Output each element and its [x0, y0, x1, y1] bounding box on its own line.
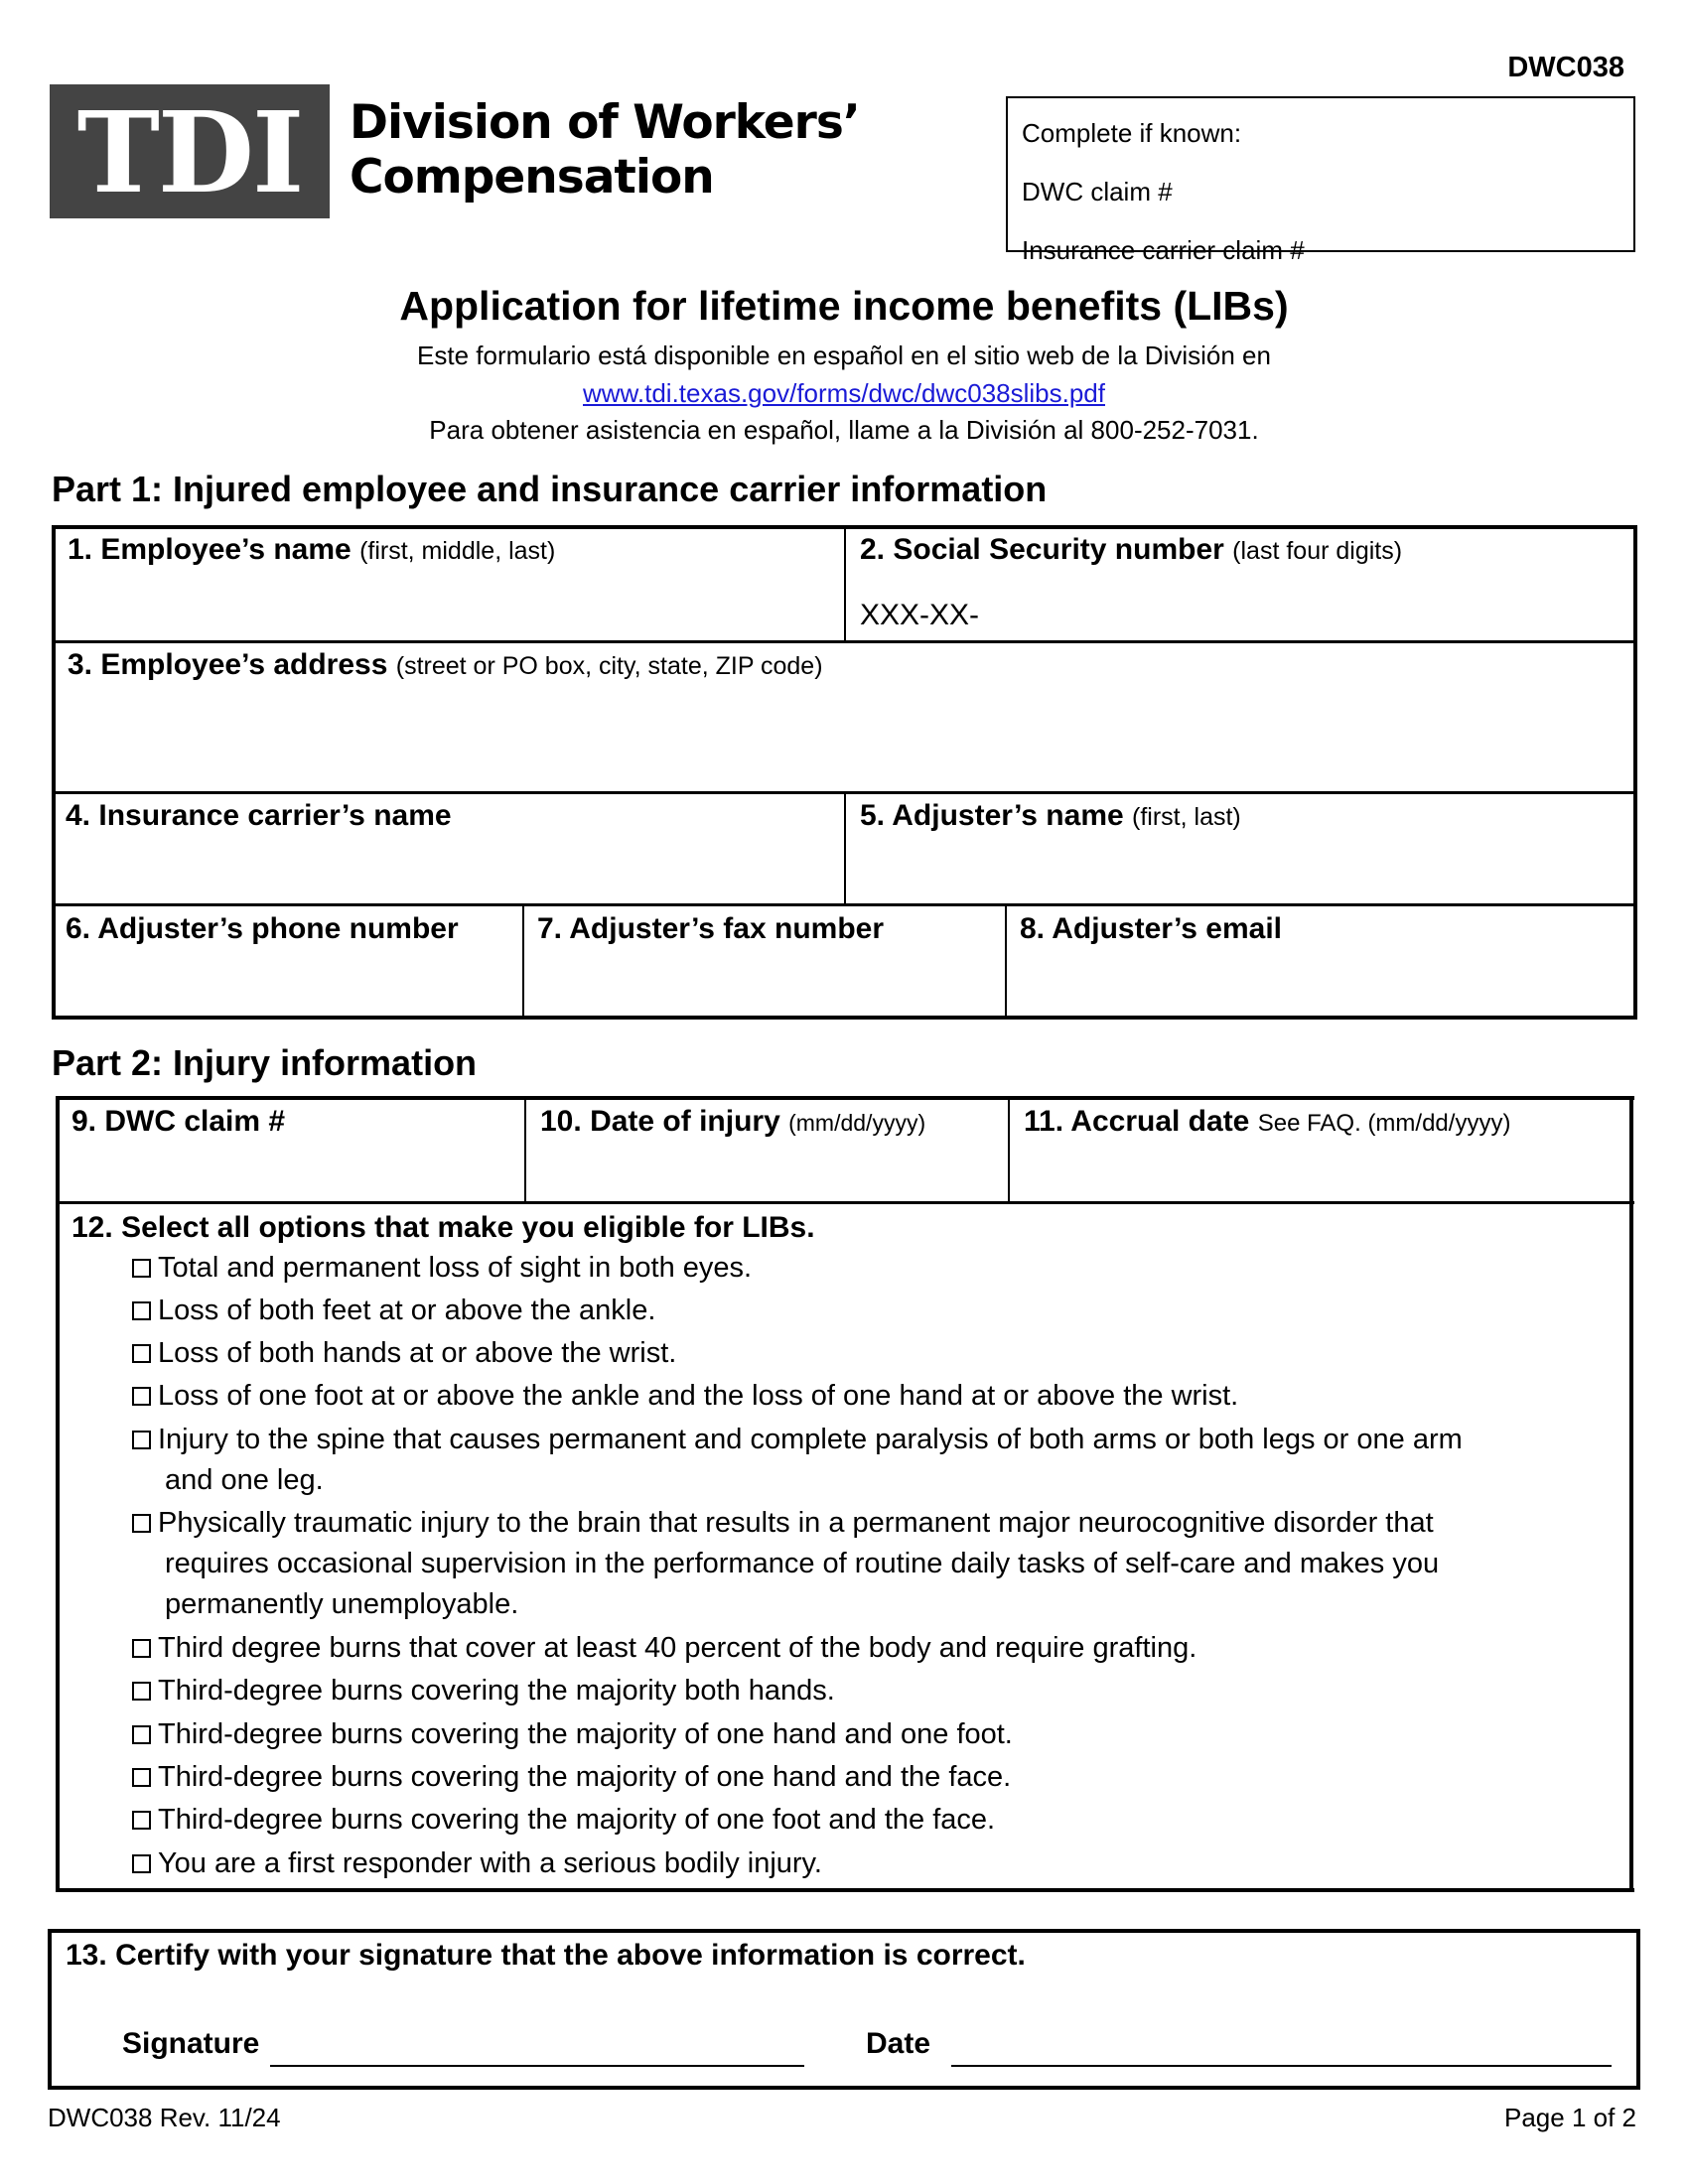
- employee-address-input[interactable]: [68, 695, 1626, 784]
- box-border: [1636, 1929, 1640, 2090]
- dwc-claim-field[interactable]: [1022, 163, 1633, 221]
- field-date-of-injury-label: 10. Date of injury (mm/dd/yyyy): [540, 1105, 926, 1138]
- logo-line-1: Division of Workers’: [350, 95, 860, 150]
- eligibility-option-both-feet[interactable]: Loss of both feet at or above the ankle.: [132, 1291, 1602, 1331]
- field-carrier-name-label: 4. Insurance carrier’s name: [66, 799, 452, 832]
- checkbox-icon[interactable]: [132, 1811, 151, 1830]
- form-revision: DWC038 Rev. 11/24: [48, 2103, 281, 2132]
- signature-label: Signature: [122, 2027, 260, 2060]
- complete-if-known-box: [1006, 96, 1635, 265]
- adjuster-phone-input[interactable]: [66, 961, 512, 1011]
- table-border: [1633, 525, 1637, 1020]
- table-border: [52, 525, 56, 1020]
- eligibility-option-burns-40-percent[interactable]: Third degree burns that cover at least 40 percent of the body and require grafting.: [132, 1628, 1602, 1669]
- checkbox-icon[interactable]: [132, 1431, 151, 1449]
- checkbox-icon[interactable]: [132, 1725, 151, 1744]
- field-adjuster-fax-label: 7. Adjuster’s fax number: [537, 912, 885, 945]
- field-ssn-label: 2. Social Security number (last four digits): [860, 533, 1403, 566]
- logo-line-2: Compensation: [350, 150, 714, 205]
- checkbox-icon[interactable]: [132, 1387, 151, 1406]
- spanish-notice-line-3: Para obtener asistencia en español, llame a la División al 800-252-7031.: [429, 415, 1259, 445]
- field-adjuster-name-label: 5. Adjuster’s name (first, last): [860, 799, 1241, 832]
- spanish-form-link[interactable]: www.tdi.texas.gov/forms/dwc/dwc038slibs.pdf: [583, 378, 1105, 408]
- part2-heading: Part 2: Injury information: [52, 1042, 478, 1083]
- eligibility-option-brain-injury[interactable]: Physically traumatic injury to the brain that results in a permanent major neurocognitive disorder that requires occasional supervision in the performance of routine daily tasks of self-care and makes you permanently unemployable.: [132, 1503, 1602, 1625]
- field-dwc-claim-label: 9. DWC claim #: [71, 1105, 286, 1138]
- accrual-date-input[interactable]: [1024, 1152, 1619, 1196]
- eligibility-option-burns-hand-foot[interactable]: Third-degree burns covering the majority of one hand and one foot.: [132, 1714, 1602, 1755]
- tdi-logo: [50, 84, 330, 218]
- certification-label: 13. Certify with your signature that the above information is correct.: [66, 1939, 1026, 1972]
- checkbox-icon[interactable]: [132, 1639, 151, 1658]
- carrier-claim-field[interactable]: [1022, 221, 1633, 280]
- date-line: [951, 2065, 1612, 2067]
- box-border: [48, 1929, 52, 2090]
- field-accrual-date-label: 11. Accrual date See FAQ. (mm/dd/yyyy): [1024, 1105, 1511, 1138]
- spanish-notice-line-1: Este formulario está disponible en español en el sitio web de la División en: [417, 341, 1271, 370]
- date-input[interactable]: [951, 2020, 1612, 2065]
- field-adjuster-phone-label: 6. Adjuster’s phone number: [66, 912, 459, 945]
- employee-name-input[interactable]: [68, 596, 832, 635]
- col-divider: [1008, 1098, 1010, 1203]
- carrier-name-input[interactable]: [66, 849, 830, 898]
- col-divider: [844, 527, 846, 642]
- field-employee-name-label: 1. Employee’s name (first, middle, last): [68, 533, 556, 566]
- logo-wordmark: [350, 95, 860, 205]
- carrier-claim-label: Insurance carrier claim #: [1022, 235, 1305, 265]
- dwc-claim-label: DWC claim #: [1022, 177, 1173, 206]
- dwc-claim-input[interactable]: [71, 1152, 513, 1196]
- col-divider: [522, 905, 524, 1018]
- part1-heading: Part 1: Injured employee and insurance carrier information: [52, 469, 1048, 509]
- form-code: DWC038: [1507, 52, 1624, 83]
- eligibility-option-burns-both-hands[interactable]: Third-degree burns covering the majority both hands.: [132, 1671, 1602, 1711]
- adjuster-fax-input[interactable]: [537, 961, 994, 1011]
- box-border: [48, 2086, 1640, 2090]
- col-divider: [524, 1098, 526, 1203]
- eligibility-option-burns-hand-face[interactable]: Third-degree burns covering the majority of one hand and the face.: [132, 1757, 1602, 1798]
- spanish-notice-link-wrap: [0, 378, 1688, 409]
- field-eligibility-label: 12. Select all options that make you eligible for LIBs.: [71, 1211, 815, 1244]
- field-adjuster-email-label: 8. Adjuster’s email: [1020, 912, 1283, 945]
- table-border: [52, 1016, 1637, 1020]
- adjuster-name-input[interactable]: [860, 849, 1624, 898]
- table-border: [1629, 1096, 1633, 1892]
- logo-mark: TDI: [76, 87, 303, 218]
- row-divider: [56, 1201, 1634, 1204]
- eligibility-option-both-hands[interactable]: Loss of both hands at or above the wrist.: [132, 1333, 1602, 1374]
- adjuster-email-input[interactable]: [1020, 961, 1625, 1011]
- table-border: [56, 1096, 1634, 1100]
- checkbox-icon[interactable]: [132, 1259, 151, 1278]
- checkbox-icon[interactable]: [132, 1682, 151, 1701]
- date-of-injury-input[interactable]: [540, 1152, 997, 1196]
- date-label: Date: [866, 2027, 931, 2060]
- col-divider: [844, 793, 846, 905]
- checkbox-icon[interactable]: [132, 1854, 151, 1873]
- box-border: [48, 1929, 1640, 1933]
- field-employee-address-label: 3. Employee’s address (street or PO box, city, state, ZIP code): [68, 648, 823, 681]
- eligibility-option-sight[interactable]: Total and permanent loss of sight in both eyes.: [132, 1248, 1602, 1289]
- col-divider: [1005, 905, 1007, 1018]
- checkbox-icon[interactable]: [132, 1768, 151, 1787]
- table-border: [56, 1096, 60, 1892]
- eligibility-option-burns-foot-face[interactable]: Third-degree burns covering the majority of one foot and the face.: [132, 1800, 1602, 1841]
- ssn-input[interactable]: XXX-XX-: [860, 599, 980, 631]
- checkbox-icon[interactable]: [132, 1344, 151, 1363]
- eligibility-option-first-responder[interactable]: You are a first responder with a serious bodily injury.: [132, 1843, 1602, 1884]
- checkbox-icon[interactable]: [132, 1301, 151, 1320]
- eligibility-option-foot-and-hand[interactable]: Loss of one foot at or above the ankle and the loss of one hand at or above the wrist.: [132, 1376, 1602, 1417]
- page-number: Page 1 of 2: [1504, 2103, 1636, 2132]
- page-title: Application for lifetime income benefits (LIBs): [399, 283, 1289, 329]
- signature-line: [270, 2065, 804, 2067]
- complete-if-known-heading: Complete if known:: [1022, 118, 1242, 148]
- signature-input[interactable]: [270, 2020, 804, 2065]
- eligibility-option-spine-paralysis[interactable]: Injury to the spine that causes permanent and complete paralysis of both arms or both legs or one arm and one leg.: [132, 1420, 1602, 1501]
- checkbox-icon[interactable]: [132, 1514, 151, 1533]
- table-border: [56, 1888, 1634, 1892]
